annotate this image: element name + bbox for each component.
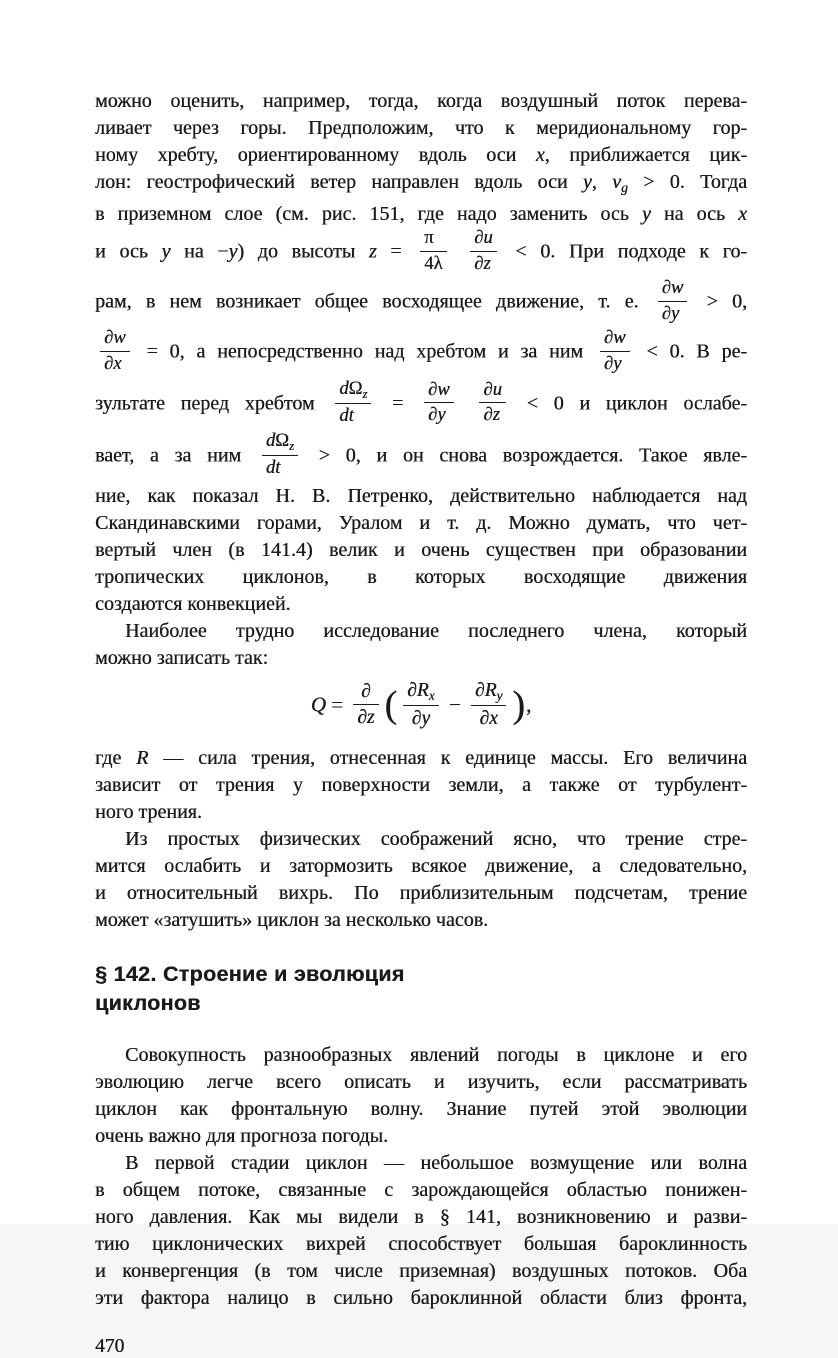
math-variable: y (421, 707, 431, 729)
paren: ( (384, 683, 398, 726)
math-variable: w (437, 378, 450, 400)
math-variable: w (613, 327, 626, 349)
math-variable: z (366, 707, 375, 729)
paragraph (95, 745, 747, 826)
text-line: вает, а за ним $\frac{d\Omega_z}{dt}$ > 0, и он снова возрождается. Такое явле- (95, 429, 747, 479)
text-column (95, 88, 747, 1358)
math-variable: w (670, 277, 684, 299)
fraction (471, 680, 506, 730)
text-line: зависит от трения у поверхности земли, а также от турбулент- (95, 774, 747, 797)
display-equation: Q = $\frac{\partial}{\partial z}$ ( $\frac{\partial R_x}{\partial y}$ − $\frac{\partial R_y}{\partial x}$ ), (310, 679, 532, 729)
fraction-denominator: ∂z (357, 707, 375, 729)
text-line: Совокупность разнообразных явлений погоды в циклоне и его (125, 1044, 747, 1067)
fraction-numerator: π (420, 228, 446, 252)
heading-line: § 142. Строение и эволюция (95, 962, 405, 987)
fraction-denominator: ∂y (428, 404, 446, 426)
text-line: мится ослабить и затормозить всякое движение, а следовательно, (95, 855, 747, 878)
fraction-denominator: 4λ (424, 252, 443, 274)
paragraph (95, 618, 747, 672)
math-subscript: g (621, 180, 628, 196)
text-line: тропических циклонов, в которых восходящие движения (95, 565, 747, 588)
fraction-numerator: ∂w (100, 328, 130, 352)
text-line: и конвергенция (в том числе приземная) воздушных потоков. Оба (95, 1260, 747, 1283)
text-line: очень важно для прогноза погоды. (95, 1125, 389, 1148)
math-variable: y (582, 171, 592, 193)
text-line: В первой стадии циклон — небольшое возмущение или волна (125, 1152, 747, 1175)
fraction (335, 379, 371, 427)
math-variable: t (348, 405, 354, 427)
fraction (600, 328, 630, 374)
math-variable: u (492, 378, 502, 400)
math-variable: v (612, 171, 621, 193)
paragraph (95, 1150, 747, 1312)
fraction (470, 228, 497, 274)
math-variable: Q (310, 692, 326, 717)
fraction (479, 380, 506, 426)
math-variable: R (416, 679, 429, 701)
math-subscript: z (288, 438, 294, 453)
text-line: можно оценить, например, тогда, когда воздушный поток перева- (95, 90, 747, 112)
fraction-numerator: $d\Omega_z$ (262, 431, 298, 456)
text-line: ного трения. (95, 801, 202, 824)
paragraph (95, 1042, 747, 1150)
fraction-numerator: ∂w (600, 328, 630, 352)
math-variable: y (613, 353, 622, 375)
math-subscript: y (496, 687, 503, 703)
math-variable: x (535, 144, 545, 166)
section-heading (95, 960, 747, 1018)
fraction-numerator: ∂u (479, 380, 506, 404)
fraction-numerator: ∂u (470, 228, 497, 252)
text-line: в приземном слое (см. рис. 151, где надо заменить ось y на ось x (95, 203, 748, 226)
math-variable: d (339, 377, 349, 399)
text-line: тию циклонических вихрей способствует большая бароклинность (95, 1233, 747, 1256)
text-line: Из простых физических соображений ясно, что трение стре- (125, 828, 747, 851)
text-line: может «затушить» циклон за несколько часов. (95, 909, 489, 932)
fraction-denominator: ∂x (479, 707, 498, 729)
text-line: эти фактора налицо в сильно бароклинной области близ фронта, (95, 1287, 747, 1310)
fraction-numerator: ∂ (353, 681, 378, 706)
text-line: Наиболее трудно исследование последнего члена, который (125, 619, 747, 642)
text-line: эволюцию легче всего описать и изучить, если рассматривать (95, 1071, 747, 1094)
fraction-denominator: ∂x (104, 353, 122, 375)
paragraph (95, 826, 747, 934)
math-subscript: x (428, 687, 435, 703)
text-line: можно записать так: (95, 646, 269, 669)
heading-line: циклонов (95, 991, 201, 1016)
math-variable: y (641, 203, 651, 226)
math-variable: u (483, 227, 493, 249)
page-number: 470 (95, 1336, 125, 1358)
fraction-numerator: $d\Omega_z$ (335, 379, 371, 404)
math-variable: t (275, 457, 281, 479)
fraction-numerator: ∂w (658, 278, 688, 302)
fraction-numerator: ∂w (424, 380, 454, 404)
text-line: Скандинавскими горами, Уралом и т. д. Можно думать, что чет- (95, 511, 747, 534)
fraction-denominator: ∂y (603, 353, 622, 375)
text-line: лон: геострофический ветер направлен вдоль оси y, $v_g > 0$. Тогда (95, 171, 747, 196)
text-line: где R — сила трения, отнесенная к единице массы. Его величина (95, 747, 747, 770)
fraction (100, 328, 130, 374)
math-variable: R (484, 679, 497, 701)
math-variable: d (265, 429, 276, 451)
fraction-numerator: $\partial R_x$ (403, 680, 438, 706)
fraction (262, 431, 298, 479)
math-variable: x (489, 707, 498, 729)
fraction-denominator: ∂z (474, 252, 491, 274)
text-line: и относительный вихрь. По приблизительным подсчетам, трение (95, 882, 747, 905)
math-variable: y (228, 240, 238, 263)
math-variable: d (339, 405, 349, 427)
math-variable: d (265, 457, 276, 479)
math-variable: y (437, 404, 446, 426)
math-variable: y (670, 302, 680, 324)
fraction (658, 278, 688, 324)
text-line: в общем потоке, связанные с зарождающейся областью понижен- (95, 1179, 747, 1202)
text-line: вертый член (в 141.4) велик и очень существен при образовании (95, 538, 747, 561)
text-line: ливает через горы. Предположим, что к меридиональному гор- (95, 117, 747, 139)
math-variable: x (738, 203, 748, 226)
fraction-denominator (335, 404, 371, 427)
fraction (403, 680, 438, 730)
text-line: рам, в нем возникает общее восходящее движение, т. е. $\frac{\partial w}{\partial y}$ > 0, (95, 277, 748, 324)
math-variable: z (483, 252, 491, 274)
math-subscript: z (362, 386, 368, 401)
text-line: зультате перед хребтом $\frac{d\Omega_z}{dt}$ = $\frac{\partial w}{\partial y}$ $\frac{\partial u}{\partial z}$ < 0 и циклон ослабе- (95, 377, 747, 427)
text-line: ного давления. Как мы видели в § 141, возникновению и разви- (95, 1206, 747, 1229)
paragraph (95, 88, 747, 618)
text-line: ние, как показал Н. В. Петренко, действительно наблюдается над (95, 484, 747, 507)
math-variable: z (368, 240, 377, 263)
math-variable: y (161, 240, 171, 263)
fraction-denominator: ∂y (411, 707, 431, 729)
fraction (424, 380, 454, 426)
fraction-denominator: ∂z (483, 404, 500, 426)
text-line: и ось y на −y) до высоты z = $\frac{\pi}{4\lambda}$ $\frac{\partial u}{\partial z}$ < 0. При подходе к го- (95, 227, 748, 274)
text-line: циклон как фронтальную волну. Знание путей этой эволюции (95, 1098, 747, 1121)
math-variable: z (492, 404, 500, 426)
math-variable: R (136, 747, 149, 770)
text-line: $\frac{\partial w}{\partial x}$ = 0, а непосредственно над хребтом и за ним $\frac{\partial w}{\partial y}$ < 0. В ре- (95, 328, 747, 378)
document-content (95, 88, 747, 1312)
math-variable: x (113, 353, 122, 375)
fraction-denominator: ∂y (661, 302, 680, 324)
fraction (420, 228, 446, 274)
fraction (353, 681, 378, 729)
text-line: создаются конвекцией. (95, 592, 291, 615)
fraction-numerator: $\partial R_y$ (471, 680, 506, 706)
paren: ) (512, 683, 525, 726)
math-variable: w (113, 327, 126, 349)
text-line: ному хребту, ориентированному вдоль оси x, приближается цик- (95, 144, 748, 166)
fraction-denominator (262, 456, 298, 479)
